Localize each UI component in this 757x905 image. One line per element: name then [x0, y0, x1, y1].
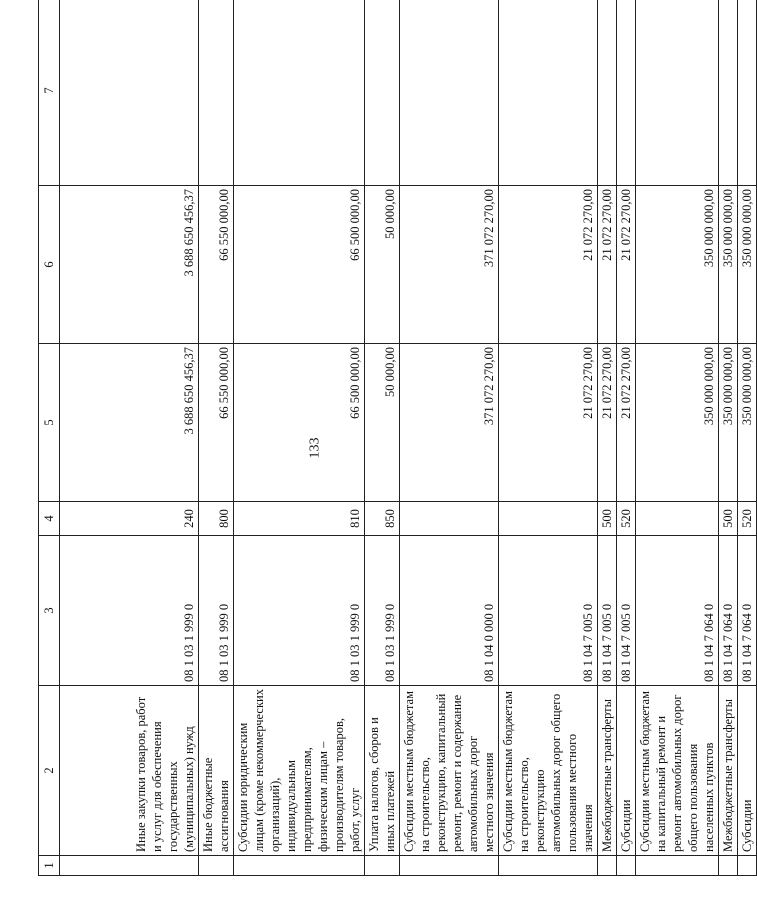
cell-empty: [499, 856, 598, 876]
cell-empty: [60, 856, 199, 876]
cell-empty: [199, 856, 234, 876]
expense-type: 520: [738, 502, 757, 536]
target-code: 08 1 04 7 064 0: [636, 536, 719, 686]
amount-col6: 350 000 000,00: [738, 186, 757, 344]
expense-type: 810: [234, 502, 365, 536]
item-name: Субсидии юридическим лицам (кроме некоммерческих организаций), индивидуальным предпринимателям, физическим лицам – производителям товаров, работ, услуг: [234, 686, 365, 856]
target-code: 08 1 04 7 064 0: [738, 536, 757, 686]
expense-type: 500: [598, 502, 617, 536]
cell-empty: [738, 0, 757, 186]
item-name: Уплата налогов, сборов и иных платежей: [365, 686, 400, 856]
amount-col6: 350 000 000,00: [719, 186, 738, 344]
table-row: [199, 0, 234, 876]
cell-empty: [636, 0, 719, 186]
target-code: 08 1 03 1 999 0: [199, 536, 234, 686]
expense-type: 800: [199, 502, 234, 536]
cell-empty: [719, 856, 738, 876]
header-cell: 1: [39, 856, 60, 876]
expense-type: 850: [365, 502, 400, 536]
cell-empty: [234, 856, 365, 876]
expense-type: [499, 502, 598, 536]
expense-type: 500: [719, 502, 738, 536]
expense-type: [400, 502, 499, 536]
item-name: Межбюджетные трансферты: [719, 686, 738, 856]
cell-empty: [617, 856, 636, 876]
cell-empty: [738, 856, 757, 876]
cell-empty: [199, 0, 234, 186]
amount-col5: 66 550 000,00: [199, 344, 234, 502]
cell-empty: [60, 0, 199, 186]
amount-col6: 50 000,00: [365, 186, 400, 344]
target-code: 08 1 04 7 005 0: [617, 536, 636, 686]
cell-empty: [400, 0, 499, 186]
item-name: Межбюджетные трансферты: [598, 686, 617, 856]
header-cell: 7: [39, 0, 60, 186]
amount-col5: 66 500 000,00: [234, 344, 365, 502]
table-row: [738, 0, 757, 876]
cell-empty: [400, 856, 499, 876]
table-row: [234, 0, 365, 876]
amount-col6: 350 000 000,00: [636, 186, 719, 344]
amount-col5: 371 072 270,00: [400, 344, 499, 502]
cell-empty: [365, 856, 400, 876]
cell-empty: [598, 0, 617, 186]
header-cell: 2: [39, 686, 60, 856]
header-cell: 6: [39, 186, 60, 344]
amount-col6: 3 688 650 456,37: [60, 186, 199, 344]
item-name: Субсидии: [738, 686, 757, 856]
cell-empty: [365, 0, 400, 186]
target-code: 08 1 03 1 999 0: [60, 536, 199, 686]
cell-empty: [719, 0, 738, 186]
amount-col6: 66 500 000,00: [234, 186, 365, 344]
target-code: 08 1 04 7 064 0: [719, 536, 738, 686]
header-row: [39, 0, 60, 876]
amount-col5: 350 000 000,00: [738, 344, 757, 502]
cell-empty: [598, 856, 617, 876]
item-name: Субсидии местным бюджетам на строительство, реконструкцию, капитальный ремонт, ремонт и содержание автомобильных дорог местного значения: [400, 686, 499, 856]
header-cell: 4: [39, 502, 60, 536]
rotated-page: [38, 0, 754, 876]
item-name: Субсидии: [617, 686, 636, 856]
expense-type: 520: [617, 502, 636, 536]
amount-col5: 21 072 270,00: [617, 344, 636, 502]
target-code: 08 1 04 0 000 0: [400, 536, 499, 686]
item-name: Иные бюджетные ассигнования: [199, 686, 234, 856]
amount-col5: 350 000 000,00: [636, 344, 719, 502]
item-name: Иные закупки товаров, работ и услуг для обеспечения государственных (муниципальных) нужд: [60, 686, 199, 856]
cell-empty: [234, 0, 365, 186]
header-cell: 5: [39, 344, 60, 502]
table-row: [617, 0, 636, 876]
amount-col6: 21 072 270,00: [499, 186, 598, 344]
page-number: 133: [307, 437, 323, 459]
table-row: [60, 0, 199, 876]
target-code: 08 1 04 7 005 0: [499, 536, 598, 686]
cell-empty: [499, 0, 598, 186]
expense-type: [636, 502, 719, 536]
amount-col5: 3 688 650 456,37: [60, 344, 199, 502]
amount-col6: 21 072 270,00: [598, 186, 617, 344]
target-code: 08 1 04 7 005 0: [598, 536, 617, 686]
table-row: [400, 0, 499, 876]
header-cell: 3: [39, 536, 60, 686]
budget-table: [38, 0, 757, 876]
table-row: [719, 0, 738, 876]
amount-col5: 350 000 000,00: [719, 344, 738, 502]
amount-col6: 371 072 270,00: [400, 186, 499, 344]
table-row: [636, 0, 719, 876]
amount-col5: 50 000,00: [365, 344, 400, 502]
target-code: 08 1 03 1 999 0: [234, 536, 365, 686]
target-code: 08 1 03 1 999 0: [365, 536, 400, 686]
amount-col5: 21 072 270,00: [499, 344, 598, 502]
amount-col5: 21 072 270,00: [598, 344, 617, 502]
item-name: Субсидии местным бюджетам на капитальный ремонт и ремонт автомобильных дорог общего пользования населенных пунктов: [636, 686, 719, 856]
cell-empty: [617, 0, 636, 186]
table-row: [365, 0, 400, 876]
amount-col6: 66 550 000,00: [199, 186, 234, 344]
table-row: [499, 0, 598, 876]
expense-type: 240: [60, 502, 199, 536]
item-name: Субсидии местным бюджетам на строительство, реконструкцию автомобильных дорог общего пользования местного значения: [499, 686, 598, 856]
table-row: [598, 0, 617, 876]
cell-empty: [636, 856, 719, 876]
amount-col6: 21 072 270,00: [617, 186, 636, 344]
